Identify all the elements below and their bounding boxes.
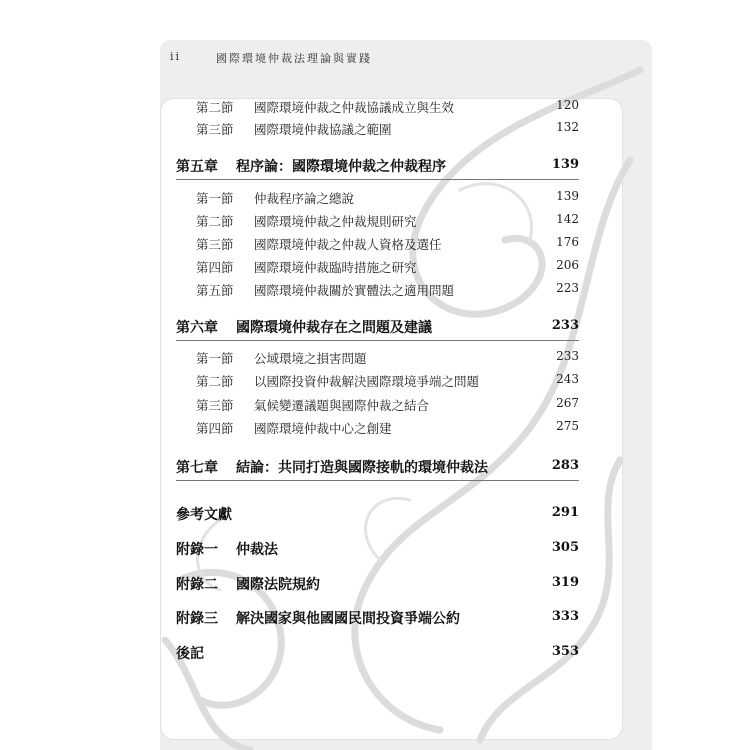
appendix-page: 305 [551, 540, 579, 555]
toc-entry-chapter-5[interactable] [176, 153, 579, 180]
appendix-page: 333 [551, 609, 579, 624]
toc-entry-section[interactable] [196, 117, 579, 139]
chapter-number: 第七章 [176, 460, 218, 476]
section-page: 139 [556, 189, 579, 203]
toc-entry-appendix-1[interactable] [176, 536, 579, 562]
section-page: 132 [556, 120, 579, 134]
header-book-title: 國際環境仲裁法理論與實踐 [216, 52, 372, 65]
section-number: 第五節 [196, 283, 234, 298]
section-page: 206 [556, 258, 579, 272]
section-title: 氣候變遷議題與國際仲裁之結合 [254, 398, 430, 413]
toc-entry-section[interactable] [196, 95, 579, 117]
toc-entry-section[interactable] [196, 232, 579, 254]
chapter-number: 第五章 [176, 159, 218, 175]
section-page: 243 [556, 372, 579, 386]
appendix-title: 國際法院規約 [236, 577, 320, 593]
section-number: 第一節 [196, 351, 234, 366]
section-number: 第二節 [196, 374, 234, 389]
section-title: 國際環境仲裁中心之創建 [254, 421, 392, 436]
section-page: 267 [556, 396, 579, 410]
toc-entry-chapter-7[interactable] [176, 454, 579, 481]
toc-entry-section[interactable] [196, 209, 579, 231]
chapter-title: 國際環境仲裁存在之問題及建議 [236, 320, 432, 336]
section-number: 第二節 [196, 100, 234, 115]
postscript-page: 353 [551, 644, 579, 659]
toc-entry-references[interactable] [176, 501, 579, 527]
toc-entry-section[interactable] [196, 278, 579, 300]
section-number: 第三節 [196, 398, 234, 413]
section-title: 國際環境仲裁之仲裁協議成立與生效 [254, 100, 455, 115]
section-page: 223 [556, 281, 579, 295]
toc-entry-postscript[interactable] [176, 640, 579, 666]
section-title: 國際環境仲裁之仲裁規則研究 [254, 214, 417, 229]
toc-entry-section[interactable] [196, 393, 579, 415]
toc-entry-section[interactable] [196, 346, 579, 368]
section-number: 第三節 [196, 122, 234, 137]
section-page: 176 [556, 235, 579, 249]
section-page: 275 [556, 419, 579, 433]
section-title: 國際環境仲裁臨時措施之研究 [254, 260, 417, 275]
section-number: 第四節 [196, 421, 234, 436]
section-number: 第四節 [196, 260, 234, 275]
section-number: 第一節 [196, 191, 234, 206]
toc-entry-section[interactable] [196, 255, 579, 277]
section-title: 以國際投資仲裁解決國際環境爭端之問題 [254, 374, 480, 389]
section-page: 233 [556, 349, 579, 363]
section-title: 國際環境仲裁協議之範圍 [254, 122, 392, 137]
chapter-title: 程序論：國際環境仲裁之仲裁程序 [236, 159, 446, 175]
postscript-title: 後記 [176, 646, 204, 662]
section-number: 第三節 [196, 237, 234, 252]
appendix-page: 319 [551, 575, 579, 590]
chapter-number: 第六章 [176, 320, 218, 336]
appendix-number: 附錄三 [176, 611, 218, 627]
section-page: 120 [556, 98, 579, 112]
section-title: 國際環境仲裁關於實體法之適用問題 [254, 283, 455, 298]
toc-entry-section[interactable] [196, 186, 579, 208]
chapter-page: 139 [551, 157, 579, 172]
toc-entry-section[interactable] [196, 416, 579, 438]
section-number: 第二節 [196, 214, 234, 229]
appendix-number: 附錄一 [176, 542, 218, 558]
chapter-page: 283 [551, 458, 579, 473]
toc-entry-chapter-6[interactable] [176, 314, 579, 341]
toc-entry-appendix-3[interactable] [176, 605, 579, 631]
header-page-number: ii [170, 50, 182, 63]
appendix-number: 附錄二 [176, 577, 218, 593]
section-page: 142 [556, 212, 579, 226]
toc-entry-appendix-2[interactable] [176, 571, 579, 597]
chapter-title: 結論：共同打造與國際接軌的環境仲裁法 [236, 460, 488, 476]
appendix-title: 解決國家與他國國民間投資爭端公約 [236, 611, 460, 627]
references-title: 參考文獻 [176, 507, 232, 523]
section-title: 公域環境之損害問題 [254, 351, 367, 366]
section-title: 仲裁程序論之總說 [254, 191, 355, 206]
section-title: 國際環境仲裁之仲裁人資格及選任 [254, 237, 442, 252]
appendix-title: 仲裁法 [236, 542, 278, 558]
references-page: 291 [551, 505, 579, 520]
toc-entry-section[interactable] [196, 369, 579, 391]
chapter-page: 233 [551, 318, 579, 333]
